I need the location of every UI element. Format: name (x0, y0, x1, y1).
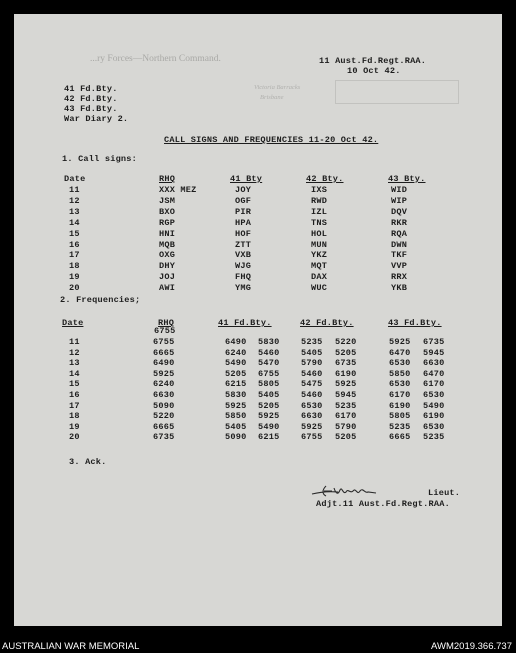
frequency-cell: 5460 (258, 347, 280, 358)
frequency-cell: 6215 (258, 432, 280, 443)
frequency-cell: 5205 (335, 347, 357, 358)
call-sign-cell: HOF (235, 228, 252, 239)
frequency-cell: 5490 (423, 400, 445, 411)
frequencies-header: Date (62, 318, 84, 328)
frequency-cell: 6735 (153, 432, 175, 443)
frequency-cell: 5925 (153, 368, 175, 379)
frequency-cell: 6190 (423, 411, 445, 422)
faint-stamp-box (335, 80, 459, 104)
call-sign-cell: JOY (235, 185, 252, 195)
frequency-cell: 6470 (423, 368, 445, 379)
date-cell: 13 (69, 358, 80, 369)
call-sign-cell: RRX (391, 272, 408, 283)
date-cell: 19 (69, 272, 80, 283)
date-line: 10 Oct 42. (347, 66, 401, 76)
call-sign-cell: BXO (159, 206, 176, 217)
ack-line: 3. Ack. (69, 457, 107, 467)
call-sign-cell: IZL (311, 206, 328, 217)
call-sign-cell: WIP (391, 195, 408, 206)
frequency-cell: 6170 (389, 390, 411, 400)
frequency-cell: 5925 (335, 379, 357, 390)
call-sign-cell: IXS (311, 185, 328, 195)
frequency-cell: 6190 (335, 368, 357, 379)
call-sign-cell: AWI (159, 283, 176, 294)
unit-line: 11 Aust.Fd.Regt.RAA. (319, 56, 427, 66)
date-cell: 15 (69, 228, 80, 239)
frequency-cell: 6530 (423, 421, 445, 432)
document-page (14, 14, 502, 626)
frequency-cell: 6735 (335, 358, 357, 369)
frequency-cell: 5220 (153, 411, 175, 422)
call-sign-cell: MQB (159, 239, 176, 250)
frequency-cell: 5490 (225, 358, 247, 369)
frequency-cell: 6665 (389, 432, 411, 443)
document-title: CALL SIGNS AND FREQUENCIES 11-20 Oct 42. (164, 135, 379, 145)
frequency-cell: 5220 (335, 337, 357, 347)
frequency-cell: 5470 (258, 358, 280, 369)
call-sign-cell: JOJ (159, 272, 176, 283)
date-cell: 16 (69, 390, 80, 400)
frequency-cell: 6530 (423, 390, 445, 400)
frequency-cell: 5405 (258, 390, 280, 400)
frequency-cell: 6630 (153, 390, 175, 400)
call-sign-cell: OXG (159, 250, 176, 261)
frequency-cell: 5475 (301, 379, 323, 390)
frequency-cell: 6665 (153, 347, 175, 358)
date-cell: 18 (69, 261, 80, 272)
frequency-cell: 6755 (301, 432, 323, 443)
call-sign-cell: MQT (311, 261, 328, 272)
letterhead-address-1: Victoria Barracks (254, 84, 301, 91)
call-sign-cell: WUC (311, 283, 328, 294)
date-cell: 12 (69, 347, 80, 358)
date-cell: 16 (69, 239, 80, 250)
call-sign-cell: PIR (235, 206, 252, 217)
frequency-cell: 5205 (225, 368, 247, 379)
date-cell: 11 (69, 185, 80, 195)
frequency-cell: 5235 (335, 400, 357, 411)
date-cell: 11 (69, 337, 80, 347)
call-sign-cell: WID (391, 185, 408, 195)
call-sign-cell: VVP (391, 261, 408, 272)
frequencies-header: 41 Fd.Bty. (218, 318, 272, 328)
frequency-cell: 5925 (225, 400, 247, 411)
frequency-cell: 5830 (258, 337, 280, 347)
frequency-cell: 6470 (389, 347, 411, 358)
frequency-cell: 6490 (225, 337, 247, 347)
frequency-cell: 5790 (335, 421, 357, 432)
call-sign-cell: VXB (235, 250, 252, 261)
call-sign-cell: DHY (159, 261, 176, 272)
call-sign-cell: DWN (391, 239, 408, 250)
frequency-cell: 5205 (258, 400, 280, 411)
frequencies-header: 43 Fd.Bty. (388, 318, 442, 328)
date-cell: 13 (69, 206, 80, 217)
frequency-cell: 6530 (389, 379, 411, 390)
signatory-rank: Lieut. (428, 488, 461, 498)
rhq-overtyped-value: 6755 (154, 326, 176, 336)
date-cell: 18 (69, 411, 80, 422)
frequencies-header: 42 Fd.Bty. (300, 318, 354, 328)
date-cell: 17 (69, 400, 80, 411)
frequencies-header: RHQ (158, 318, 175, 328)
call-sign-cell: RGP (159, 217, 176, 228)
call-signs-header: 42 Bty. (306, 174, 344, 184)
call-sign-cell: DQV (391, 206, 408, 217)
frequency-cell: 5925 (258, 411, 280, 422)
call-signs-section-label: 1. Call signs: (62, 154, 137, 164)
call-sign-cell: MUN (311, 239, 328, 250)
frequency-cell: 5945 (423, 347, 445, 358)
date-cell: 20 (69, 283, 80, 294)
call-sign-cell: TKF (391, 250, 408, 261)
frequency-cell: 5790 (301, 358, 323, 369)
call-signs-header: 41 Bty (230, 174, 263, 184)
call-sign-cell: TNS (311, 217, 328, 228)
frequency-cell: 5830 (225, 390, 247, 400)
frequency-cell: 5850 (389, 368, 411, 379)
date-cell: 14 (69, 368, 80, 379)
frequency-cell: 5925 (301, 421, 323, 432)
distribution-item: 43 Fd.Bty. (64, 104, 118, 114)
frequency-cell: 5805 (389, 411, 411, 422)
call-sign-cell: RWD (311, 195, 328, 206)
call-sign-cell: HPA (235, 217, 252, 228)
date-cell: 15 (69, 379, 80, 390)
frequency-cell: 5405 (225, 421, 247, 432)
frequency-cell: 6190 (389, 400, 411, 411)
call-sign-cell: JSM (159, 195, 176, 206)
distribution-item: 42 Fd.Bty. (64, 94, 118, 104)
frequency-cell: 5205 (335, 432, 357, 443)
frequency-cell: 6630 (423, 358, 445, 369)
frequency-cell: 5925 (389, 337, 411, 347)
signatory-appointment: Adjt.11 Aust.Fd.Regt.RAA. (316, 499, 450, 509)
call-sign-cell: ZTT (235, 239, 252, 250)
frequency-cell: 5235 (301, 337, 323, 347)
call-signs-header: RHQ (159, 174, 176, 184)
date-cell: 14 (69, 217, 80, 228)
call-sign-cell: DAX (311, 272, 328, 283)
call-signs-header: 43 Bty. (388, 174, 426, 184)
frequency-cell: 5945 (335, 390, 357, 400)
call-sign-cell: YMG (235, 283, 252, 294)
call-sign-cell: YKB (391, 283, 408, 294)
call-sign-cell: YKZ (311, 250, 328, 261)
frequency-cell: 6240 (153, 379, 175, 390)
footer-left: AUSTRALIAN WAR MEMORIAL (2, 641, 140, 652)
frequency-cell: 6170 (335, 411, 357, 422)
frequency-cell: 6240 (225, 347, 247, 358)
frequency-cell: 6530 (389, 358, 411, 369)
frequency-cell: 5850 (225, 411, 247, 422)
frequency-cell: 5460 (301, 390, 323, 400)
call-sign-cell: RQA (391, 228, 408, 239)
date-cell: 12 (69, 195, 80, 206)
frequency-cell: 5235 (423, 432, 445, 443)
call-sign-cell: XXX MEZ (159, 185, 197, 195)
call-sign-cell: FHQ (235, 272, 252, 283)
distribution-item: War Diary 2. (64, 114, 129, 124)
date-cell: 19 (69, 421, 80, 432)
date-cell: 17 (69, 250, 80, 261)
frequency-cell: 6630 (301, 411, 323, 422)
date-cell: 20 (69, 432, 80, 443)
call-sign-cell: HNI (159, 228, 176, 239)
frequencies-section-label: 2. Frequencies; (60, 295, 141, 305)
call-sign-cell: WJG (235, 261, 252, 272)
frequency-cell: 5235 (389, 421, 411, 432)
frequency-cell: 6755 (258, 368, 280, 379)
call-signs-header: Date (64, 174, 86, 184)
footer-right: AWM2019.366.737 (431, 641, 512, 652)
call-sign-cell: OGF (235, 195, 252, 206)
frequency-cell: 5405 (301, 347, 323, 358)
frequency-cell: 5805 (258, 379, 280, 390)
frequency-cell: 6170 (423, 379, 445, 390)
handwritten-signature (310, 482, 384, 500)
frequency-cell: 6755 (153, 337, 175, 347)
frequency-cell: 5460 (301, 368, 323, 379)
frequency-cell: 6215 (225, 379, 247, 390)
frequency-cell: 6665 (153, 421, 175, 432)
frequency-cell: 6530 (301, 400, 323, 411)
frequency-cell: 5490 (258, 421, 280, 432)
frequency-cell: 6735 (423, 337, 445, 347)
frequency-cell: 5090 (225, 432, 247, 443)
frequency-cell: 6490 (153, 358, 175, 369)
call-sign-cell: RKR (391, 217, 408, 228)
letterhead-printed: ...ry Forces—Northern Command. (90, 54, 221, 64)
frequency-cell: 5090 (153, 400, 175, 411)
call-sign-cell: HOL (311, 228, 328, 239)
distribution-item: 41 Fd.Bty. (64, 84, 118, 94)
letterhead-address-2: Brisbane (260, 94, 284, 101)
